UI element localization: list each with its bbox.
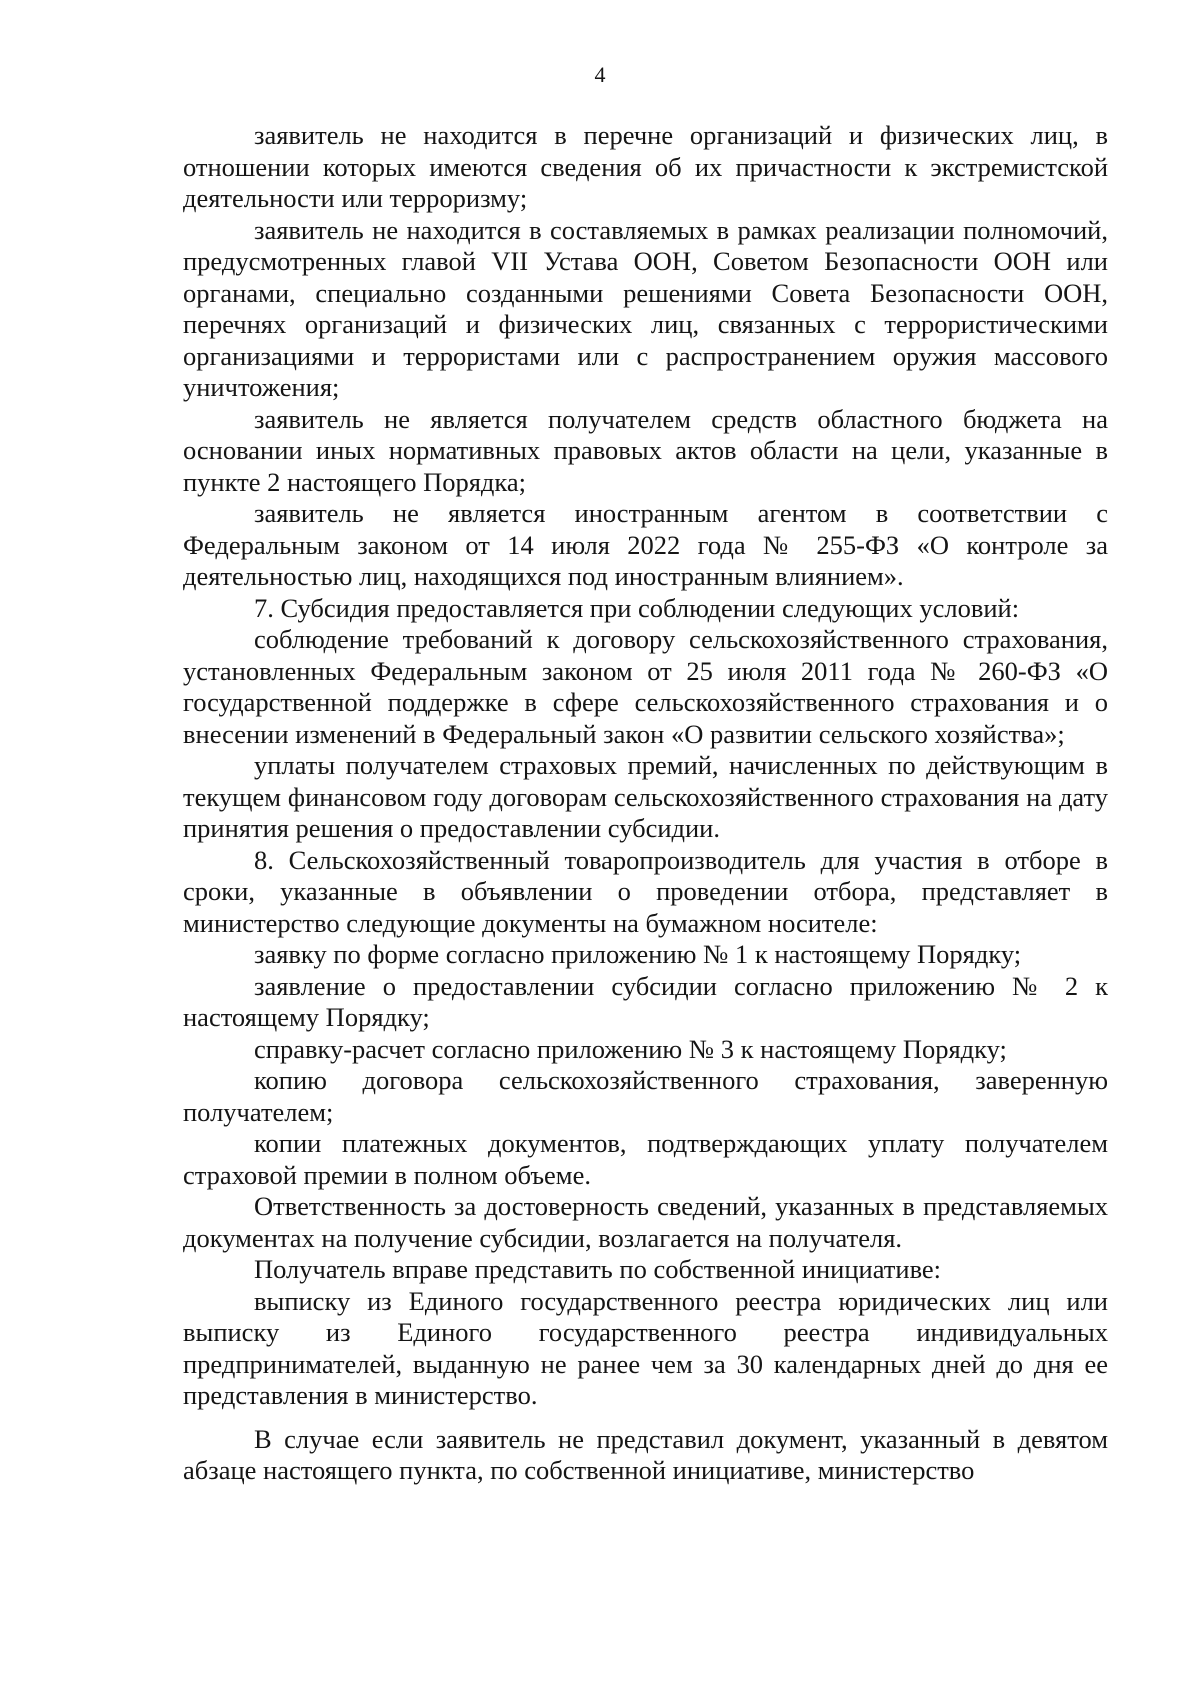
paragraph-regional-budget: заявитель не является получателем средств областного бюджета на основании иных нормативных правовых актов области на цели, указанные в пункте 2 настоящего Порядка; xyxy=(183,403,1108,497)
page-number: 4 xyxy=(594,62,606,87)
paragraph-own-initiative: Получатель вправе представить по собственной инициативе: xyxy=(254,1254,942,1284)
paragraph-calculation-certificate: справку-расчет согласно приложению № 3 к настоящему Порядку; xyxy=(254,1033,1007,1064)
paragraph-foreign-agent: заявитель не является иностранным агентом в соответствии с Федеральным законом от 14 июля 2022 года № 255-ФЗ «О контроле за деятельностью лиц, находящихся под иностранным влиянием». xyxy=(183,498,1108,591)
paragraph-un-security-council-list: заявитель не находится в составляемых в рамках реализации полномочий, предусмотренных главой VII Устава ООН, Советом Безопасности ООН или органами, специально созданными решениями Совета Безопасности ООН, перечнях организаций и физических лиц, связанных с террористическими организациями и террористами или с распространением оружия массового уничтожения; xyxy=(183,214,1108,402)
paragraph-item-7-conditions: 7. Субсидия предоставляется при соблюдении следующих условий: xyxy=(254,592,1020,623)
paragraph-registry-extract: выписку из Единого государственного реестра юридических лиц или выписку из Единого государственного реестра индивидуальных предпринимателей, выданную не ранее чем за 30 календарных дней до дня ее представления в министерство. xyxy=(183,1285,1108,1410)
paragraph-premium-payment: уплаты получателем страховых премий, начисленных по действующим в текущем финансовом году договорам сельскохозяйственного страхования на дату принятия решения о предоставлении субсидии. xyxy=(183,750,1108,843)
paragraph-item-8-documents: 8. Сельскохозяйственный товаропроизводитель для участия в отборе в сроки, указанные в объявлении о проведении отбора, представляет в министерство следующие документы на бумажном носителе: xyxy=(183,844,1108,938)
paragraph-subsidy-statement: заявление о предоставлении субсидии согласно приложению № 2 к настоящему Порядку; xyxy=(183,970,1108,1032)
paragraph-insurance-requirements: соблюдение требований к договору сельскохозяйственного страхования, установленных Федеральным законом от 25 июля 2011 года № 260-ФЗ «О государственной поддержке в сфере сельскохозяйственного страхования и о внесении изменений в Федеральный закон «О развитии сельского хозяйства»; xyxy=(183,624,1108,749)
paragraph-responsibility: Ответственность за достоверность сведений, указанных в представляемых документах на получение субсидии, возлагается на получателя. xyxy=(183,1191,1108,1253)
paragraph-extremism-list: заявитель не находится в перечне организаций и физических лиц, в отношении которых имеются сведения об их причастности к экстремистской деятельности или терроризму; xyxy=(183,120,1108,213)
paragraph-insurance-contract-copy: копию договора сельскохозяйственного страхования, заверенную получателем; xyxy=(183,1065,1108,1127)
paragraph-payment-documents: копии платежных документов, подтверждающих уплату получателем страховой премии в полном объеме. xyxy=(183,1128,1108,1190)
document-body xyxy=(183,120,1108,1487)
paragraph-document-not-submitted: В случае если заявитель не представил документ, указанный в девятом абзаце настоящего пункта, по собственной инициативе, министерство xyxy=(183,1423,1108,1485)
paragraph-application-form: заявку по форме согласно приложению № 1 к настоящему Порядку; xyxy=(254,939,1022,969)
